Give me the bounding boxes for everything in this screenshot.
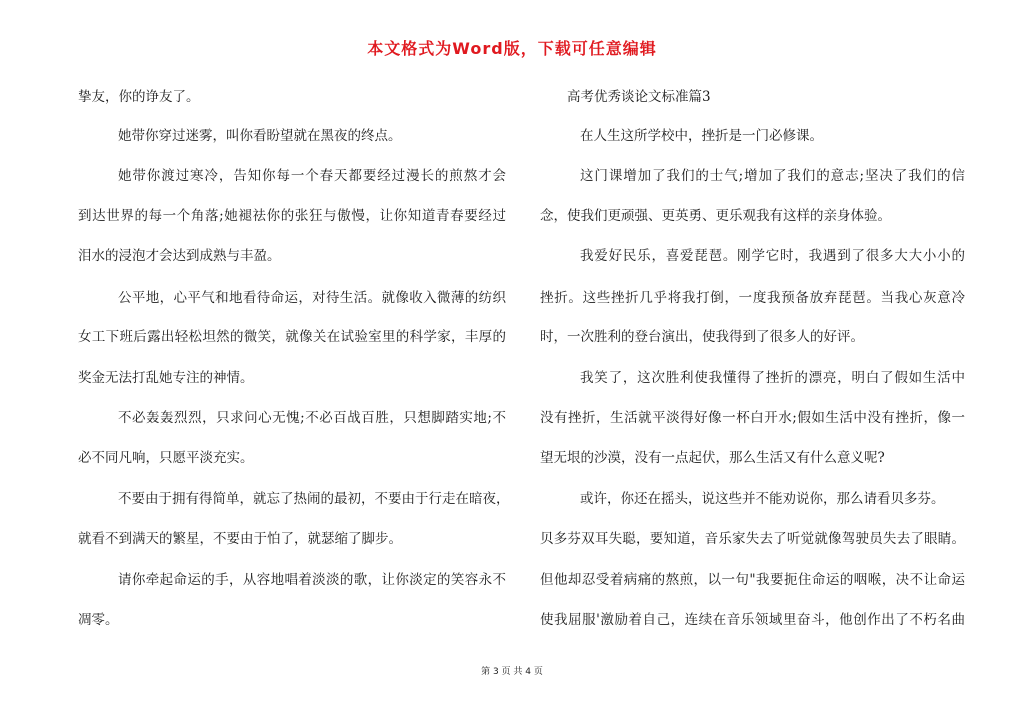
text-line: 她带你渡过寒冷，告知你每一个春天都要经过漫长的煎熬才会 — [118, 168, 506, 184]
text-line: 到达世界的每一个角落;她褪祛你的张狂与傲慢，让你知道青春要经过 — [78, 208, 506, 224]
text-line: 但他却忍受着病痛的熬煎，以一句"我要扼住命运的咽喉，决不让命运 — [540, 572, 965, 588]
text-line: 贝多芬双耳失聪，要知道，音乐家失去了听觉就像驾驶员失去了眼睛。 — [540, 531, 965, 547]
page-footer: 第 3 页 共 4 页 — [481, 667, 543, 677]
text-line: 泪水的浸泡才会达到成熟与丰盈。 — [78, 248, 281, 264]
text-line: 挚友，你的诤友了。 — [78, 89, 200, 105]
download-banner: 本文格式为Word版，下载可任意编辑 — [367, 39, 657, 58]
article-title: 高考优秀谈论文标准篇3 — [567, 89, 711, 105]
text-line: 挫折。这些挫折几乎将我打倒，一度我预备放弃琵琶。当我心灰意冷 — [540, 290, 965, 306]
text-line: 没有挫折，生活就平淡得好像一杯白开水;假如生活中没有挫折，像一 — [540, 410, 965, 426]
text-line: 这门课增加了我们的士气;增加了我们的意志;坚决了我们的信 — [580, 168, 965, 184]
text-line: 请你牵起命运的手，从容地唱着淡淡的歌，让你淡定的笑容永不 — [118, 572, 506, 588]
text-line: 念，使我们更顽强、更英勇、更乐观我有这样的亲身体验。 — [540, 208, 891, 224]
text-line: 我爱好民乐，喜爱琵琶。刚学它时，我遇到了很多大大小小的 — [580, 248, 965, 264]
text-line: 不必轰轰烈烈，只求问心无愧;不必百战百胜，只想脚踏实地;不 — [118, 410, 506, 426]
text-line: 我笑了，这次胜利使我懂得了挫折的漂亮，明白了假如生活中 — [580, 370, 965, 386]
text-line: 必不同凡响，只愿平淡充实。 — [78, 450, 254, 466]
text-line: 公平地，心平气和地看待命运，对待生活。就像收入微薄的纺织 — [118, 290, 506, 306]
text-line: 奖金无法打乱她专注的神情。 — [78, 370, 254, 386]
text-line: 望无垠的沙漠，没有一点起伏，那么生活又有什么意义呢? — [540, 450, 885, 466]
text-line: 她带你穿过迷雾，叫你看盼望就在黑夜的终点。 — [118, 128, 402, 144]
text-line: 时，一次胜利的登台演出，使我得到了很多人的好评。 — [540, 329, 864, 345]
text-line: 凋零。 — [78, 612, 119, 628]
text-line: 不要由于拥有得简单，就忘了热闹的最初，不要由于行走在暗夜， — [118, 491, 510, 507]
text-line: 使我屈服'激励着自己，连续在音乐领域里奋斗，他创作出了不朽名曲 — [540, 612, 965, 628]
text-line: 在人生这所学校中，挫折是一门必修课。 — [580, 128, 823, 144]
text-line: 就看不到满天的繁星，不要由于怕了，就瑟缩了脚步。 — [78, 531, 402, 547]
text-line: 或许，你还在摇头，说这些并不能劝说你，那么请看贝多芬。 — [580, 491, 945, 507]
text-line: 女工下班后露出轻松坦然的微笑，就像关在试验室里的科学家，丰厚的 — [78, 329, 506, 345]
